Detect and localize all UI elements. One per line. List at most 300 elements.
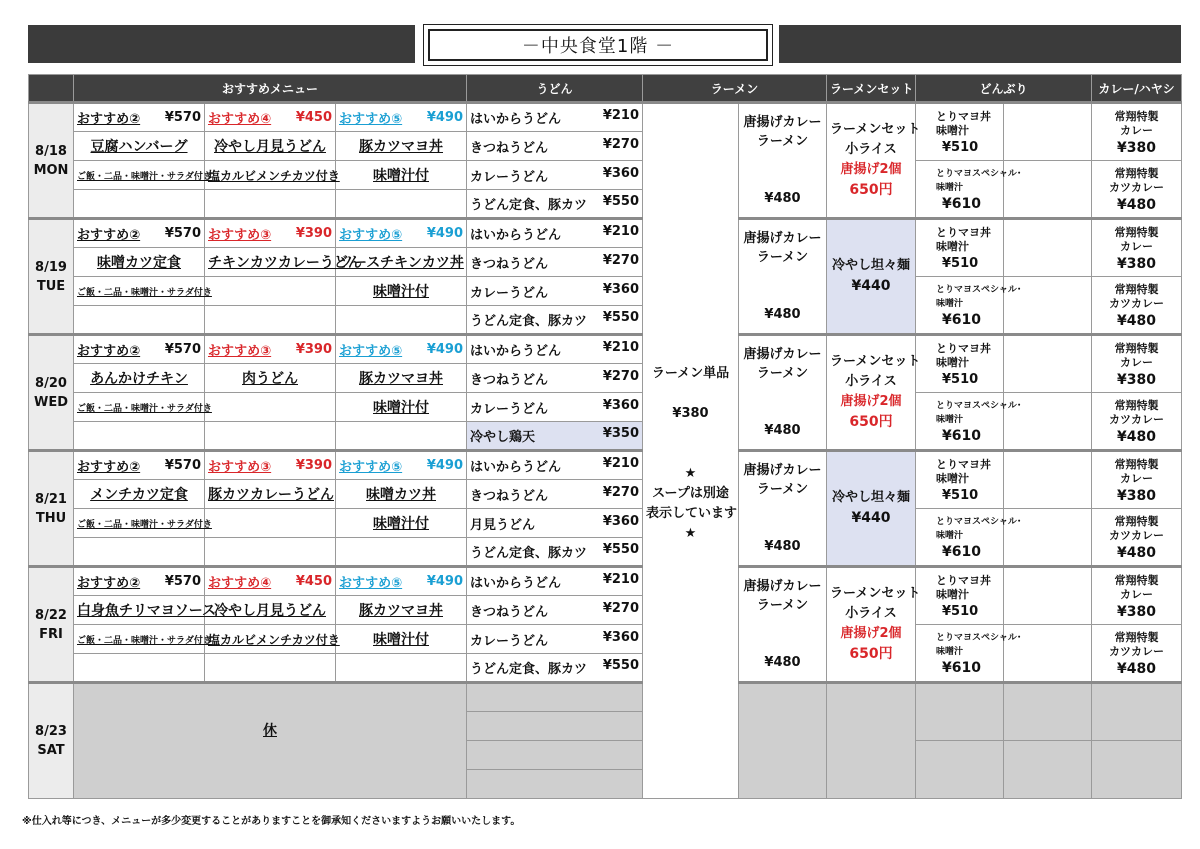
curry-cell bbox=[1092, 219, 1182, 277]
rec-price: ¥490 bbox=[426, 342, 463, 357]
ramen-price: ¥480 bbox=[764, 307, 801, 322]
rec-sub-cell bbox=[205, 625, 340, 654]
donburi-sub: 味噌汁 bbox=[936, 123, 969, 137]
header-corner bbox=[29, 75, 74, 103]
udon-cell bbox=[467, 161, 643, 190]
ramen-price: ¥480 bbox=[764, 191, 801, 206]
curry-price: ¥480 bbox=[1117, 312, 1156, 329]
rec-name: 豚カツカレーうどん bbox=[208, 487, 334, 503]
curry-price: ¥380 bbox=[1117, 139, 1156, 156]
udon-price: ¥550 bbox=[602, 658, 639, 673]
donburi-cell bbox=[916, 567, 1004, 625]
donburi-name: とりマヨ丼 bbox=[936, 457, 991, 471]
table-row bbox=[29, 335, 1182, 364]
rec-label-cell bbox=[336, 567, 467, 596]
donburi-name: とりマヨスペシャル･ bbox=[936, 401, 1022, 411]
donburi-cell bbox=[916, 219, 1004, 277]
ramen-cell bbox=[739, 451, 827, 567]
header-donburi: どんぶり bbox=[916, 75, 1092, 103]
ramen-name: 唐揚げカレー bbox=[743, 231, 822, 246]
rec-name-cell bbox=[205, 248, 362, 277]
udon-cell bbox=[467, 219, 643, 248]
udon-price: ¥210 bbox=[602, 456, 639, 471]
rec-name-cell bbox=[205, 364, 336, 393]
rec-label-cell bbox=[74, 219, 205, 248]
udon-price: ¥210 bbox=[602, 108, 639, 123]
rec-label-cell bbox=[74, 103, 205, 132]
udon-price: ¥360 bbox=[602, 629, 639, 645]
set-price: ¥440 bbox=[851, 510, 891, 526]
donburi-price: ¥610 bbox=[942, 196, 981, 212]
table-row bbox=[29, 277, 1182, 306]
rec-empty-cell bbox=[336, 190, 467, 219]
udon-name: うどん定食、豚カツ bbox=[470, 314, 588, 329]
curry-name: 常翔特製 bbox=[1114, 514, 1159, 528]
rec-empty-cell bbox=[336, 422, 467, 451]
rec-sub-cell bbox=[74, 509, 212, 538]
rec-sub-cell bbox=[205, 161, 340, 190]
day-label bbox=[29, 219, 74, 335]
udon-name: きつねうどん bbox=[470, 256, 549, 272]
curry-price: ¥480 bbox=[1117, 660, 1156, 677]
rec-sub-cell bbox=[205, 393, 336, 422]
udon-cell bbox=[467, 190, 643, 219]
header-bar-right bbox=[779, 25, 1181, 63]
day-label bbox=[29, 683, 74, 799]
table-row bbox=[29, 567, 1182, 596]
curry-sub: カツカレー bbox=[1109, 180, 1165, 194]
rec-label: おすすめ② bbox=[77, 460, 141, 475]
set-price: 650円 bbox=[849, 414, 893, 430]
donburi-sub: 味噌汁 bbox=[936, 299, 964, 309]
ramen-set-cell bbox=[827, 567, 921, 683]
rec-label-cell bbox=[74, 335, 205, 364]
curry-price: ¥380 bbox=[1117, 603, 1156, 620]
donburi-sub: 味噌汁 bbox=[936, 531, 964, 541]
donburi-sub: 味噌汁 bbox=[936, 471, 969, 485]
udon-empty-cell bbox=[467, 683, 643, 712]
donburi-price: ¥610 bbox=[942, 312, 981, 328]
set-name: ラーメンセット bbox=[830, 122, 921, 137]
udon-name: きつねうどん bbox=[470, 604, 549, 620]
rec-label-cell bbox=[205, 567, 336, 596]
rec-name: 豚カツマヨ丼 bbox=[359, 603, 443, 619]
udon-name: カレーうどん bbox=[470, 169, 549, 185]
rec-name-cell bbox=[205, 132, 336, 161]
rec-sub: 味噌汁付 bbox=[373, 516, 429, 532]
udon-name: 月見うどん bbox=[470, 517, 536, 533]
donburi-price: ¥510 bbox=[942, 487, 979, 503]
curry-cell bbox=[1092, 509, 1182, 567]
rec-label: おすすめ② bbox=[77, 344, 141, 359]
rec-label: おすすめ⑤ bbox=[339, 344, 403, 359]
curry-sub: カレー bbox=[1120, 355, 1154, 369]
rec-name: 味噌カツ定食 bbox=[97, 255, 181, 271]
rec-label-cell bbox=[205, 335, 336, 364]
ramen-cell bbox=[739, 335, 827, 451]
donburi-empty-cell bbox=[1004, 567, 1092, 625]
rec-name: 味噌カツ丼 bbox=[366, 487, 436, 503]
udon-name: うどん定食、豚カツ bbox=[470, 662, 588, 677]
star-icon: ★ bbox=[684, 466, 697, 481]
day-of-week: THU bbox=[35, 510, 67, 526]
rec-name-cell bbox=[74, 364, 205, 393]
ramen-price: ¥480 bbox=[764, 539, 801, 554]
udon-name: きつねうどん bbox=[470, 488, 549, 504]
udon-cell bbox=[467, 654, 643, 683]
donburi-name: とりマヨスペシャル･ bbox=[936, 285, 1022, 295]
udon-cell bbox=[467, 335, 643, 364]
rec-name: 冷やし月見うどん bbox=[214, 603, 326, 619]
rec-name-cell bbox=[74, 480, 205, 509]
curry-price: ¥380 bbox=[1117, 371, 1156, 388]
rec-empty-cell bbox=[205, 190, 336, 219]
curry-name: 常翔特製 bbox=[1114, 341, 1159, 355]
rec-name: メンチカツ定食 bbox=[90, 487, 188, 503]
donburi-name: とりマヨ丼 bbox=[936, 225, 991, 239]
header-ramen: ラーメン bbox=[643, 75, 827, 103]
rec-name-cell bbox=[74, 132, 205, 161]
table-row bbox=[29, 393, 1182, 422]
rec-empty-cell bbox=[74, 422, 205, 451]
rec-price: ¥490 bbox=[426, 458, 463, 473]
udon-name: きつねうどん bbox=[470, 140, 549, 156]
udon-price: ¥270 bbox=[602, 368, 639, 384]
rec-label-cell bbox=[74, 451, 205, 480]
curry-price: ¥380 bbox=[1117, 487, 1156, 504]
rec-label: おすすめ⑤ bbox=[339, 576, 403, 591]
udon-price: ¥360 bbox=[602, 165, 639, 181]
rec-name-cell bbox=[336, 364, 467, 393]
curry-price: ¥380 bbox=[1117, 255, 1156, 272]
ramen-single-price: ¥380 bbox=[672, 406, 709, 421]
udon-cell bbox=[467, 306, 643, 335]
donburi-cell bbox=[916, 161, 1022, 219]
curry-cell bbox=[1092, 451, 1182, 509]
day-date: 8/21 bbox=[35, 491, 67, 507]
donburi-cell bbox=[916, 451, 1004, 509]
rec-sub: ご飯・二品・味噌汁・サラダ付き bbox=[77, 287, 212, 298]
udon-name: カレーうどん bbox=[470, 401, 549, 417]
donburi-price: ¥510 bbox=[942, 603, 979, 619]
rec-sub-cell bbox=[336, 509, 467, 538]
rec-price: ¥490 bbox=[426, 574, 463, 589]
curry-cell bbox=[1092, 277, 1182, 335]
day-date: 8/19 bbox=[35, 259, 67, 275]
rec-sub: 味噌汁付 bbox=[373, 400, 429, 416]
curry-name: 常翔特製 bbox=[1114, 166, 1159, 180]
day-of-week: SAT bbox=[37, 743, 65, 758]
donburi-cell bbox=[916, 277, 1022, 335]
rec-sub-cell bbox=[74, 625, 212, 654]
udon-price: ¥550 bbox=[602, 542, 639, 557]
ramen-price: ¥480 bbox=[764, 655, 801, 670]
rec-sub-cell bbox=[336, 161, 467, 190]
rec-name: ソースチキンカツ丼 bbox=[339, 255, 464, 271]
curry-sub: カツカレー bbox=[1109, 412, 1165, 426]
rec-label: おすすめ⑤ bbox=[339, 112, 403, 127]
rec-sub: 味噌汁付 bbox=[373, 632, 429, 648]
rec-price: ¥570 bbox=[164, 226, 201, 241]
rec-sub-cell bbox=[205, 509, 336, 538]
curry-sub: カツカレー bbox=[1109, 296, 1165, 310]
set-name: ラーメンセット bbox=[830, 586, 921, 601]
set-extra: 唐揚げ2個 bbox=[840, 626, 902, 641]
curry-name: 常翔特製 bbox=[1114, 398, 1159, 412]
set-sub: 小ライス bbox=[845, 142, 897, 157]
rec-label: おすすめ④ bbox=[208, 576, 272, 591]
rec-empty-cell bbox=[336, 654, 467, 683]
donburi-name: とりマヨ丼 bbox=[936, 341, 991, 355]
rec-label-cell bbox=[205, 451, 336, 480]
udon-price: ¥550 bbox=[602, 310, 639, 325]
curry-empty-cell bbox=[1092, 741, 1182, 799]
table-row bbox=[29, 161, 1182, 190]
curry-empty-cell bbox=[1092, 683, 1182, 741]
ramen-set-empty-cell bbox=[827, 683, 916, 799]
rec-empty-cell bbox=[336, 306, 467, 335]
ramen-single-cell bbox=[643, 103, 739, 799]
closed-cell bbox=[74, 683, 467, 799]
curry-name: 常翔特製 bbox=[1114, 225, 1159, 239]
day-label bbox=[29, 567, 74, 683]
rec-label: おすすめ② bbox=[77, 576, 141, 591]
ramen-note: 表示しています bbox=[646, 506, 738, 521]
rec-price: ¥390 bbox=[295, 226, 332, 241]
table-row bbox=[29, 451, 1182, 480]
udon-cell bbox=[467, 248, 643, 277]
day-date: 8/22 bbox=[35, 607, 67, 623]
rec-empty-cell bbox=[205, 538, 336, 567]
udon-name: 冷やし鶏天 bbox=[470, 430, 536, 445]
rec-price: ¥570 bbox=[164, 110, 201, 125]
udon-name: カレーうどん bbox=[470, 633, 549, 649]
rec-name-cell bbox=[336, 248, 467, 277]
rec-empty-cell bbox=[74, 654, 205, 683]
rec-sub-cell bbox=[205, 277, 336, 306]
rec-name-cell bbox=[74, 596, 217, 625]
rec-sub-cell bbox=[74, 277, 212, 306]
rec-sub: 味噌汁付 bbox=[373, 284, 429, 300]
udon-price: ¥360 bbox=[602, 513, 639, 529]
donburi-sub: 味噌汁 bbox=[936, 183, 964, 193]
rec-empty-cell bbox=[205, 306, 336, 335]
rec-name-cell bbox=[205, 480, 336, 509]
rec-price: ¥570 bbox=[164, 458, 201, 473]
udon-cell bbox=[467, 364, 643, 393]
udon-cell bbox=[467, 451, 643, 480]
udon-name: はいからうどん bbox=[470, 228, 562, 243]
day-of-week: WED bbox=[33, 394, 68, 410]
donburi-empty-cell bbox=[1004, 683, 1092, 741]
table-row bbox=[29, 509, 1182, 538]
rec-sub: 味噌汁付 bbox=[373, 168, 429, 184]
rec-name: 冷やし月見うどん bbox=[214, 139, 326, 155]
donburi-price: ¥610 bbox=[942, 544, 981, 560]
title-box bbox=[423, 24, 773, 66]
ramen-cell bbox=[739, 219, 827, 335]
rec-sub-cell bbox=[336, 393, 467, 422]
donburi-cell bbox=[916, 335, 1004, 393]
rec-sub: 塩カルビメンチカツ付き bbox=[208, 632, 340, 647]
donburi-empty-cell bbox=[1004, 219, 1092, 277]
rec-label: おすすめ③ bbox=[208, 460, 272, 475]
header-row bbox=[29, 75, 1182, 103]
rec-label-cell bbox=[205, 103, 336, 132]
ramen-cell bbox=[739, 103, 827, 219]
donburi-sub: 味噌汁 bbox=[936, 355, 969, 369]
udon-price: ¥210 bbox=[602, 340, 639, 355]
udon-price: ¥210 bbox=[602, 572, 639, 587]
rec-empty-cell bbox=[74, 538, 205, 567]
rec-label-cell bbox=[74, 567, 205, 596]
set-name: 冷やし坦々麺 bbox=[831, 490, 910, 505]
curry-sub: カツカレー bbox=[1109, 644, 1165, 658]
set-price: 650円 bbox=[849, 182, 893, 198]
rec-sub-cell bbox=[74, 393, 212, 422]
donburi-name: とりマヨスペシャル･ bbox=[936, 169, 1022, 179]
rec-sub-cell bbox=[74, 161, 212, 190]
udon-name: うどん定食、豚カツ bbox=[470, 546, 588, 561]
curry-cell bbox=[1092, 161, 1182, 219]
rec-label: おすすめ⑤ bbox=[339, 228, 403, 243]
donburi-empty-cell bbox=[1004, 741, 1092, 799]
donburi-sub: 味噌汁 bbox=[936, 415, 964, 425]
curry-cell bbox=[1092, 393, 1182, 451]
day-of-week: MON bbox=[33, 162, 69, 178]
donburi-sub: 味噌汁 bbox=[936, 647, 964, 657]
curry-price: ¥480 bbox=[1117, 428, 1156, 445]
day-of-week: TUE bbox=[36, 278, 66, 294]
curry-cell bbox=[1092, 567, 1182, 625]
rec-label-cell bbox=[336, 335, 467, 364]
curry-sub: カレー bbox=[1120, 587, 1154, 601]
ramen-set-cell bbox=[827, 451, 916, 567]
udon-cell bbox=[467, 277, 643, 306]
donburi-price: ¥510 bbox=[942, 255, 979, 271]
rec-label: おすすめ② bbox=[77, 112, 141, 127]
star-icon: ★ bbox=[684, 526, 697, 541]
rec-label-cell bbox=[336, 451, 467, 480]
day-date: 8/18 bbox=[35, 143, 67, 159]
rec-name: 豆腐ハンバーグ bbox=[90, 139, 188, 155]
rec-price: ¥450 bbox=[295, 110, 332, 125]
rec-sub: ご飯・二品・味噌汁・サラダ付き bbox=[77, 403, 212, 414]
donburi-name: とりマヨスペシャル･ bbox=[936, 517, 1022, 527]
set-sub: 小ライス bbox=[845, 606, 897, 621]
curry-sub: カレー bbox=[1120, 239, 1154, 253]
udon-price: ¥270 bbox=[602, 600, 639, 616]
curry-price: ¥480 bbox=[1117, 544, 1156, 561]
curry-cell bbox=[1092, 625, 1182, 683]
rec-label: おすすめ③ bbox=[208, 344, 272, 359]
rec-empty-cell bbox=[205, 422, 336, 451]
curry-sub: カレー bbox=[1120, 123, 1154, 137]
ramen-set-cell bbox=[827, 219, 916, 335]
set-price: 650円 bbox=[849, 646, 893, 662]
curry-cell bbox=[1092, 335, 1182, 393]
udon-price: ¥270 bbox=[602, 136, 639, 152]
header-bar-left bbox=[28, 25, 415, 63]
rec-price: ¥390 bbox=[295, 342, 332, 357]
udon-price: ¥270 bbox=[602, 484, 639, 500]
udon-name: カレーうどん bbox=[470, 285, 549, 301]
donburi-price: ¥610 bbox=[942, 660, 981, 676]
day-date: 8/23 bbox=[35, 724, 67, 739]
rec-price: ¥570 bbox=[164, 574, 201, 589]
udon-cell bbox=[467, 509, 643, 538]
donburi-empty-cell bbox=[916, 741, 1004, 799]
table-row bbox=[29, 103, 1182, 132]
rec-price: ¥570 bbox=[164, 342, 201, 357]
table-row bbox=[29, 219, 1182, 248]
rec-sub: ご飯・二品・味噌汁・サラダ付き bbox=[77, 519, 212, 530]
rec-sub-cell bbox=[336, 625, 467, 654]
rec-label-cell bbox=[336, 219, 467, 248]
ramen-note: スープは別途 bbox=[652, 486, 729, 501]
set-price: ¥440 bbox=[851, 278, 891, 294]
rec-label-cell bbox=[205, 219, 336, 248]
udon-cell bbox=[467, 538, 643, 567]
ramen-name: 唐揚げカレー bbox=[743, 463, 822, 478]
udon-name: きつねうどん bbox=[470, 372, 549, 388]
udon-empty-cell bbox=[467, 741, 643, 770]
udon-empty-cell bbox=[467, 770, 643, 799]
rec-name-cell bbox=[205, 596, 336, 625]
day-of-week: FRI bbox=[39, 626, 63, 642]
day-label bbox=[29, 335, 74, 451]
udon-name: はいからうどん bbox=[470, 344, 562, 359]
rec-price: ¥390 bbox=[295, 458, 332, 473]
rec-name: あんかけチキン bbox=[90, 371, 188, 387]
set-extra: 唐揚げ2個 bbox=[840, 394, 902, 409]
donburi-empty-cell bbox=[916, 683, 1004, 741]
page-title: －中央食堂1階 － bbox=[428, 29, 768, 61]
rec-price: ¥450 bbox=[295, 574, 332, 589]
ramen-name: 唐揚げカレー bbox=[743, 347, 822, 362]
curry-cell bbox=[1092, 103, 1182, 161]
menu-table bbox=[28, 74, 1182, 799]
rec-empty-cell bbox=[205, 654, 336, 683]
rec-sub: 塩カルビメンチカツ付き bbox=[208, 168, 340, 183]
ramen-single-label: ラーメン単品 bbox=[651, 366, 730, 381]
ramen-empty-cell bbox=[739, 683, 827, 799]
footnote: ※仕入れ等につき、メニューが多少変更することがありますことを御承知くださいますようお願いいたします。 bbox=[22, 816, 521, 827]
rec-name: チキンカツカレーうどん bbox=[208, 255, 362, 271]
rec-name: 豚カツマヨ丼 bbox=[359, 371, 443, 387]
udon-price: ¥360 bbox=[602, 281, 639, 297]
donburi-name: とりマヨスペシャル･ bbox=[936, 633, 1022, 643]
udon-cell bbox=[467, 103, 643, 132]
rec-label: おすすめ⑤ bbox=[339, 460, 403, 475]
udon-name: はいからうどん bbox=[470, 112, 562, 127]
header-recommend: おすすめメニュー bbox=[74, 75, 467, 103]
rec-label: おすすめ② bbox=[77, 228, 141, 243]
rec-sub: ご飯・二品・味噌汁・サラダ付き bbox=[77, 635, 212, 646]
ramen-name: ラーメン bbox=[756, 134, 809, 149]
curry-name: 常翔特製 bbox=[1114, 282, 1159, 296]
ramen-set-cell bbox=[827, 103, 921, 219]
header-udon: うどん bbox=[467, 75, 643, 103]
udon-name: うどん定食、豚カツ bbox=[470, 198, 588, 213]
curry-name: 常翔特製 bbox=[1114, 630, 1159, 644]
rec-name-cell bbox=[336, 596, 467, 625]
udon-cell bbox=[467, 480, 643, 509]
donburi-empty-cell bbox=[1004, 451, 1092, 509]
udon-name: はいからうどん bbox=[470, 576, 562, 591]
udon-price: ¥360 bbox=[602, 397, 639, 413]
donburi-sub: 味噌汁 bbox=[936, 239, 969, 253]
